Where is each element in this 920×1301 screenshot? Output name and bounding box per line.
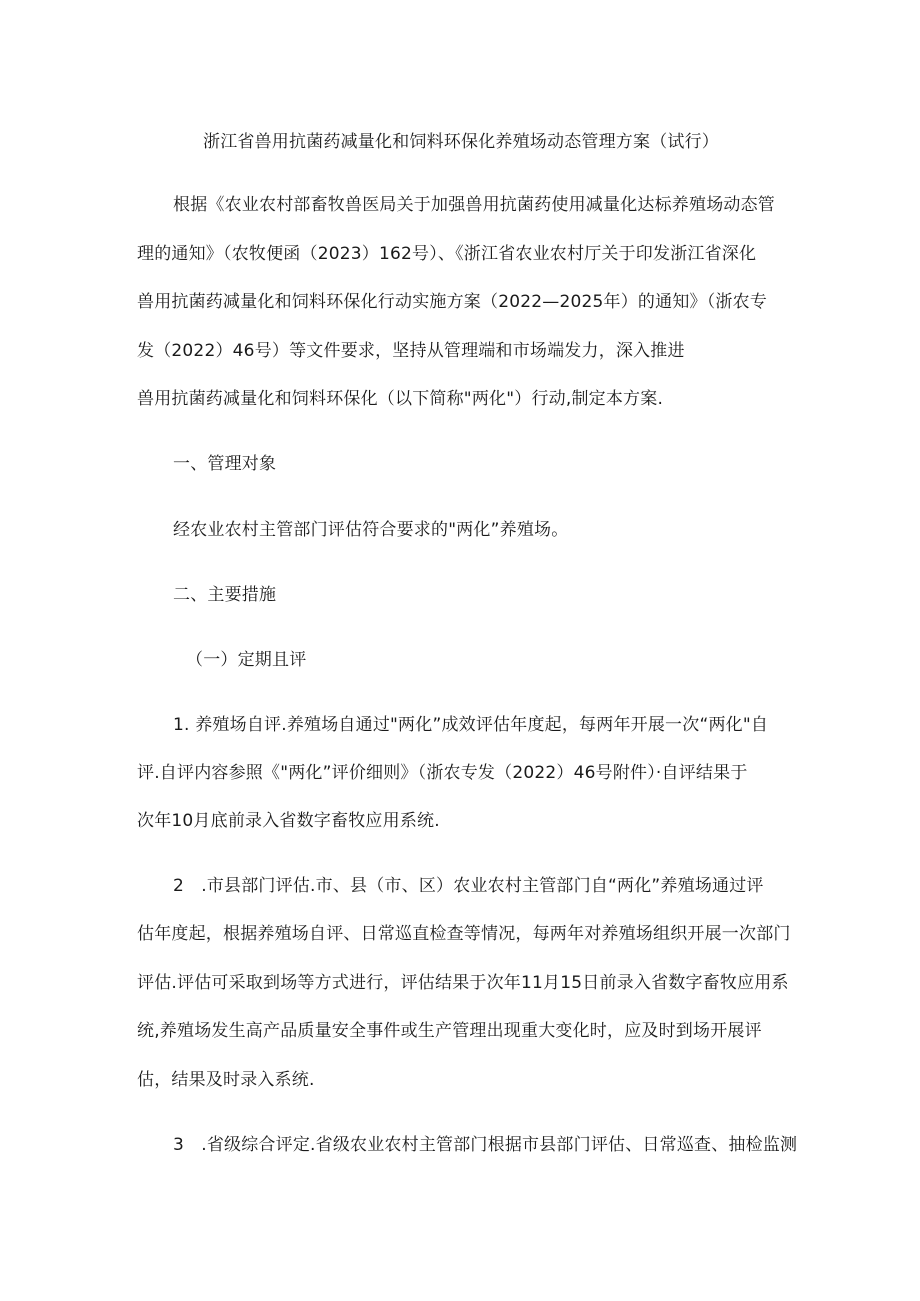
item-3-line-1: 3 .省级综合评定.省级农业农村主管部门根据市县部门评估、日常巡查、抽检监测 (173, 1135, 798, 1155)
item-1-line-2: 评.自评内容参照《"两化”评价细则》（浙农专发（2022）46号附件）·自评结果于 (137, 763, 748, 783)
intro-line-5: 兽用抗菌药减量化和饲料环保化（以下简称"两化"）行动,制定本方案. (137, 389, 664, 409)
item-1-line-1: 1. 养殖场自评.养殖场自通过"两化”成效评估年度起，每两年开展一次“两化"自 (173, 715, 769, 735)
intro-line-3: 兽用抗菌药减量化和饲料环保化行动实施方案（2022—2025年）的通知》（浙农专 (137, 292, 768, 312)
section-1-heading: 一、管理对象 (173, 454, 277, 474)
intro-line-1: 根据《农业农村部畜牧兽医局关于加强兽用抗菌药使用减量化达标养殖场动态管 (173, 195, 775, 215)
item-2-line-4: 统,养殖场发生高产品质量安全事件或生产管理出现重大变化时，应及时到场开展评 (137, 1021, 762, 1041)
item-2-line-2: 估年度起，根据养殖场自评、日常巡直检查等情况，每两年对养殖场组织开展一次部门 (137, 924, 791, 944)
section-2-heading: 二、主要措施 (173, 585, 277, 605)
item-2-line-3: 评估.评估可采取到场等方式进行，评估结果于次年11月15日前录入省数字畜牧应用系 (137, 973, 789, 993)
subsection-1-heading: （一）定期且评 (186, 650, 307, 670)
section-1-body: 经农业农村主管部门评估符合要求的"两化”养殖场。 (173, 520, 569, 540)
intro-line-2: 理的通知》（农牧便函（2023）162号）、《浙江省农业农村厅关于印发浙江省深化 (137, 244, 757, 264)
item-1-line-3: 次年10月底前录入省数字畜牧应用系统. (137, 811, 440, 831)
item-2-line-5: 估，结果及时录入系统. (137, 1070, 315, 1090)
intro-line-4: 发（2022）46号）等文件要求，坚持从管理端和市场端发力，深入推进 (137, 341, 685, 361)
item-2-line-1: 2 .市县部门评估.市、县（市、区）农业农村主管部门自“两化”养殖场通过评 (173, 876, 764, 896)
document-title: 浙江省兽用抗菌药减量化和饲料环保化养殖场动态管理方案（试行） (203, 132, 719, 152)
